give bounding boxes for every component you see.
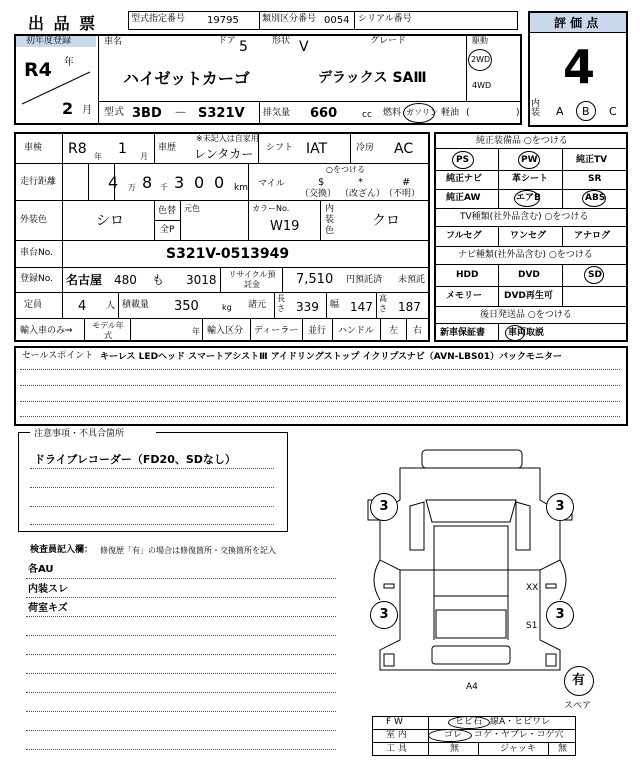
mileage-label: 走行距離 (20, 177, 57, 187)
light-oil-label: 軽油 (441, 108, 460, 118)
reg-month: 2 (62, 99, 74, 118)
model-year-label: モデル年式 (92, 321, 124, 340)
mileage-d2: 8 (142, 173, 153, 192)
ac-value: AC (394, 141, 414, 157)
fuel-value: ガソリン (406, 108, 438, 117)
mileage-opt1-sym: $ (318, 177, 325, 188)
height-value: 187 (398, 300, 421, 314)
mileage-km: km (234, 183, 248, 193)
equipment-title: 純正装備品 ○をつける (476, 136, 568, 146)
damage-mark-2: 3 (546, 493, 574, 521)
color-label: 外装色 (20, 215, 48, 225)
capacity-value: 4 (78, 299, 87, 314)
recycle-unit: 円預託済 (346, 275, 383, 285)
navi-hdd: HDD (456, 270, 479, 280)
tv-analog: アナログ (574, 231, 611, 241)
equip-pw: PW (521, 155, 538, 165)
tools-value: 無 (450, 744, 460, 754)
equip-aw: 純正AW (446, 193, 481, 203)
jack-value: 無 (558, 744, 568, 754)
load-label: 積載量 (122, 300, 150, 310)
fuel-label: 燃料 (383, 108, 402, 118)
import-label: 輸入車のみ⇒ (20, 326, 73, 336)
mileage-d3: 3 (174, 173, 185, 192)
damage-s1: S1 (526, 621, 538, 631)
inspection-label: 車検 (24, 143, 43, 153)
inspector-line-2: 内装スレ (28, 584, 68, 595)
docs-manual: 車両取説 (508, 328, 545, 338)
spare-value: 有 (572, 673, 586, 688)
reg-no-num1: 480 (114, 273, 137, 287)
damage-mark-1: 3 (370, 493, 398, 521)
reg-year-unit: 年 (64, 57, 74, 68)
type-cert-label: 型式指定番号 (131, 14, 186, 24)
model-label: 型式 (104, 107, 124, 118)
mileage-d5: 0 (214, 173, 225, 192)
door-label: ドア (218, 36, 236, 46)
car-name: ハイゼットカーゴ (123, 69, 250, 88)
equip-leather: 革シート (512, 174, 549, 184)
car-name-label: 車名 (104, 37, 123, 47)
chassis-value: S321V-0513949 (166, 246, 290, 262)
handle-right: 右 (413, 326, 423, 336)
inspection-era: R8 (68, 141, 87, 157)
class-label: 類別区分番号 (262, 14, 317, 24)
navi-dvd: DVD (518, 270, 540, 280)
class-value: 0054 (324, 15, 350, 26)
tv-fullseg: フルセグ (446, 231, 482, 241)
header-code-box (128, 11, 518, 30)
interior-color-value: クロ (372, 213, 400, 229)
inspector-line-1: 各AU (28, 564, 54, 575)
sales-point-text: キーレス LEDヘッド スマートアシストⅢ アイドリングストップ イクリプスナビ（AVN-LBS01）バックモニター (100, 352, 562, 362)
navi-title: ナビ種類(社外品含む) ○をつける (458, 250, 593, 260)
grade-value: デラックス SAⅢ (318, 70, 427, 86)
height-label: 高さ (379, 294, 387, 313)
mileage-sen: 千 (160, 183, 168, 192)
orig-color-label: 元色 (184, 204, 200, 213)
interior-label: 室 内 (386, 730, 407, 740)
model-dash: － (174, 106, 188, 121)
damage-a4: A4 (466, 682, 478, 692)
interior-value: ゴレ (444, 730, 463, 740)
inspector-label: 検査員記入欄： (30, 545, 94, 555)
equip-tv: 純正TV (576, 155, 608, 165)
spare-label: スペア (564, 701, 592, 711)
capacity-unit: 人 (106, 301, 116, 311)
color-no-label: カラーNo. (252, 204, 290, 213)
paren-right: ) (516, 108, 520, 118)
width-label: 幅 (330, 300, 340, 310)
paren-left: ( (466, 108, 470, 118)
jack-label: ジャッキ (500, 744, 536, 754)
equip-abs: ABS (585, 193, 606, 203)
inspection-month-unit: 月 (140, 152, 148, 161)
tv-oneseg: ワンセグ (510, 231, 547, 241)
reg-month-unit: 月 (82, 105, 92, 116)
inspection-month: 1 (118, 141, 127, 157)
fw-rest: 線A・ヒビワレ (490, 717, 551, 727)
recycle-label: リサイクル預託金 (228, 270, 276, 289)
color-no-value: W19 (270, 219, 300, 234)
history-value: レンタカー (194, 147, 254, 161)
recycle-value: 7,510 (296, 272, 334, 287)
interior-color-label: 内装色 (325, 204, 335, 236)
grade-a: A (556, 105, 564, 118)
displacement-value: 660 (310, 106, 338, 121)
fw-label: F W (386, 717, 403, 727)
model-value: S321V (198, 106, 245, 121)
grade-b: B (582, 105, 590, 118)
history-note: ※未記入は自家用 (196, 134, 259, 143)
score-value: 4 (563, 40, 596, 94)
car-diagram (360, 440, 580, 690)
reg-slash (20, 70, 92, 106)
drive-label: 駆動 (472, 36, 488, 45)
mileage-d4: 0 (194, 173, 205, 192)
width-value: 147 (350, 300, 373, 314)
damage-mark-3: 3 (370, 601, 398, 629)
load-kg: kg (222, 303, 232, 312)
chassis-label: 車台No. (20, 248, 53, 258)
equip-ps: PS (456, 155, 470, 165)
notes-label: 注意事項・不具合箇所 (34, 429, 125, 439)
mile-label: マイル (258, 179, 285, 189)
dims-label: 諸元 (248, 300, 267, 310)
serial-label: シリアル番号 (358, 14, 412, 24)
shift-label: シフト (266, 143, 294, 153)
import-parallel: 並行 (308, 326, 327, 336)
handle-left: 左 (389, 326, 399, 336)
import-year-unit: 年 (192, 327, 200, 336)
notes-text: ドライブレコーダー（FD20、SDなし） (34, 453, 236, 466)
reg-no-label: 登録No. (20, 274, 53, 284)
recycle-status: 未預託 (398, 275, 426, 285)
handle-label: ハンドル (338, 326, 375, 336)
mileage-circle-note: ○をつける (326, 165, 365, 174)
length-value: 339 (296, 300, 319, 314)
all-p-label: 全P (160, 225, 175, 235)
fw-value: ヒビ石 (455, 717, 483, 727)
inspection-year-unit: 年 (94, 152, 102, 161)
tv-title: TV種類(社外品含む) ○をつける (460, 212, 589, 222)
import-class-label: 輸入区分 (207, 326, 244, 336)
grade-c: C (609, 105, 617, 118)
inspector-sub: 修復歴「有」の場合は修復箇所・交換箇所を記入 (100, 546, 276, 555)
model-prefix: 3BD (132, 106, 162, 121)
mileage-opt1: （交換） (300, 189, 337, 199)
mileage-opt3: （不明） (384, 189, 421, 199)
grade-label: グレード (370, 36, 407, 46)
score-label: 評 価 点 (554, 16, 599, 30)
shape-value: V (299, 39, 309, 55)
drive-2wd: 2WD (471, 55, 491, 64)
docs-title: 後日発送品 ○をつける (480, 310, 572, 320)
equip-navi: 純正ナビ (446, 174, 483, 184)
reg-era: R4 (24, 59, 52, 81)
mileage-opt2: （改ざん） (340, 189, 386, 199)
reg-no-num2: 3018 (186, 273, 217, 287)
reg-no-kana: も (152, 273, 165, 287)
tools-label: 工 具 (386, 744, 407, 754)
navi-sd: SD (588, 270, 602, 280)
displacement-label: 排気量 (263, 108, 291, 118)
sales-point-label: セールスポイント (22, 351, 94, 361)
navi-dvd-play: DVD再生可 (504, 291, 553, 301)
equip-sr: SR (588, 174, 602, 184)
equip-airbag: エアB (516, 193, 541, 203)
cc-unit: cc (362, 110, 372, 120)
navi-memory: メモリー (446, 291, 483, 301)
mileage-opt3-sym: # (402, 177, 411, 188)
color-change-label: 色替 (158, 206, 177, 216)
import-dealer: ディーラー (254, 326, 299, 336)
first-reg-label: 初年度登録 (26, 36, 72, 46)
reg-no-place: 名古屋 (66, 273, 103, 287)
ac-label: 冷房 (356, 143, 375, 153)
door-value: 5 (239, 39, 248, 55)
drive-4wd: 4WD (472, 81, 492, 90)
page-title: 出 品 票 (28, 14, 98, 33)
docs-warranty: 新車保証書 (440, 328, 486, 338)
mileage-opt2-sym: * (358, 177, 363, 188)
history-label: 車歴 (158, 143, 177, 153)
interior-grade-label: 内装 (531, 99, 541, 118)
load-value: 350 (174, 299, 199, 314)
length-label: 長さ (277, 294, 285, 313)
color-value: シロ (96, 213, 124, 229)
damage-mark-4: 3 (546, 601, 574, 629)
shape-label: 形状 (272, 36, 291, 46)
type-cert-value: 19795 (207, 15, 239, 26)
inspector-line-3: 荷室キズ (28, 603, 68, 614)
notes-box (18, 429, 288, 532)
damage-xx: XX (526, 583, 539, 593)
mileage-d1: 4 (108, 173, 119, 192)
mileage-man: 万 (128, 183, 136, 192)
interior-rest: コゲ・ヤブレ・コゲ穴 (474, 730, 564, 740)
capacity-label: 定員 (24, 300, 43, 310)
shift-value: IAT (306, 141, 328, 157)
